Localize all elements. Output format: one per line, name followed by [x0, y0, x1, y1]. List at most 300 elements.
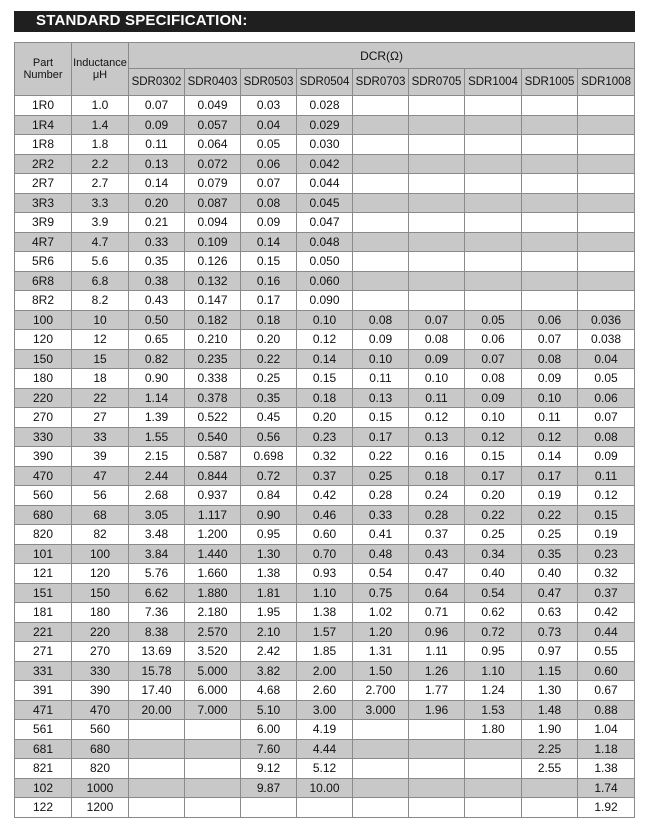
part-number-cell: 122: [15, 798, 72, 818]
table-row: [15, 115, 635, 135]
dcr-cell: 0.37: [578, 583, 635, 603]
dcr-cell: [465, 115, 522, 135]
dcr-cell: 0.16: [241, 271, 297, 291]
inductance-cell: 27: [72, 408, 129, 428]
dcr-cell: 0.15: [297, 369, 353, 389]
dcr-cell: 2.700: [353, 681, 409, 701]
part-number-cell: 330: [15, 427, 72, 447]
inductance-cell: 39: [72, 447, 129, 467]
dcr-cell: 13.69: [129, 642, 185, 662]
table-row: [15, 427, 635, 447]
table-row: [15, 739, 635, 759]
dcr-cell: 0.13: [409, 427, 465, 447]
inductance-cell: 56: [72, 486, 129, 506]
dcr-cell: 0.844: [185, 466, 241, 486]
inductance-cell: 1.8: [72, 135, 129, 155]
dcr-cell: 4.68: [241, 681, 297, 701]
part-number-cell: 271: [15, 642, 72, 662]
table-row: [15, 213, 635, 233]
dcr-cell: 0.32: [578, 564, 635, 584]
dcr-cell: 0.37: [409, 525, 465, 545]
dcr-cell: 0.060: [297, 271, 353, 291]
dcr-cell: 3.05: [129, 505, 185, 525]
column-header: SDR0703: [353, 69, 409, 96]
inductance-cell: 4.7: [72, 232, 129, 252]
inductance-cell: 33: [72, 427, 129, 447]
dcr-cell: [353, 193, 409, 213]
dcr-cell: 0.09: [241, 213, 297, 233]
dcr-cell: 2.42: [241, 642, 297, 662]
dcr-cell: [353, 135, 409, 155]
dcr-cell: 0.25: [353, 466, 409, 486]
dcr-cell: 0.41: [353, 525, 409, 545]
part-number-cell: 102: [15, 778, 72, 798]
dcr-cell: 0.32: [297, 447, 353, 467]
part-number-cell: 681: [15, 739, 72, 759]
table-row: [15, 603, 635, 623]
dcr-cell: [578, 174, 635, 194]
dcr-cell: 7.36: [129, 603, 185, 623]
inductance-cell: 820: [72, 759, 129, 779]
table-row: [15, 720, 635, 740]
dcr-cell: [409, 759, 465, 779]
dcr-cell: [409, 271, 465, 291]
dcr-cell: 0.08: [465, 369, 522, 389]
dcr-cell: 0.38: [129, 271, 185, 291]
inductance-cell: 1.0: [72, 96, 129, 116]
dcr-cell: 0.15: [241, 252, 297, 272]
dcr-cell: [465, 135, 522, 155]
dcr-cell: 0.09: [129, 115, 185, 135]
dcr-cell: 0.19: [578, 525, 635, 545]
dcr-cell: 0.029: [297, 115, 353, 135]
dcr-cell: [353, 96, 409, 116]
dcr-cell: [409, 213, 465, 233]
dcr-cell: 0.40: [522, 564, 578, 584]
dcr-cell: 8.38: [129, 622, 185, 642]
dcr-cell: 0.24: [409, 486, 465, 506]
dcr-cell: 1.26: [409, 661, 465, 681]
table-row: [15, 700, 635, 720]
dcr-cell: 0.42: [297, 486, 353, 506]
table-row: [15, 330, 635, 350]
dcr-cell: 0.05: [465, 310, 522, 330]
inductance-cell: 270: [72, 642, 129, 662]
dcr-cell: 0.12: [297, 330, 353, 350]
dcr-cell: [522, 232, 578, 252]
table-row: [15, 661, 635, 681]
part-number-cell: 1R4: [15, 115, 72, 135]
part-number-cell: 680: [15, 505, 72, 525]
dcr-cell: 1.74: [578, 778, 635, 798]
dcr-cell: 1.95: [241, 603, 297, 623]
dcr-cell: 3.84: [129, 544, 185, 564]
dcr-cell: 0.88: [578, 700, 635, 720]
dcr-cell: 0.50: [129, 310, 185, 330]
inductance-cell: 100: [72, 544, 129, 564]
column-header: SDR0504: [297, 69, 353, 96]
dcr-cell: 0.937: [185, 486, 241, 506]
dcr-cell: 0.08: [353, 310, 409, 330]
dcr-cell: 0.28: [353, 486, 409, 506]
dcr-cell: [129, 798, 185, 818]
part-number-cell: 820: [15, 525, 72, 545]
dcr-cell: [522, 135, 578, 155]
column-header: SDR0503: [241, 69, 297, 96]
dcr-cell: 0.12: [465, 427, 522, 447]
dcr-cell: 0.12: [409, 408, 465, 428]
table-body: [15, 96, 635, 818]
table-row: [15, 525, 635, 545]
table-row: [15, 252, 635, 272]
dcr-cell: 0.47: [409, 564, 465, 584]
part-number-cell: 471: [15, 700, 72, 720]
dcr-cell: 3.82: [241, 661, 297, 681]
table-row: [15, 778, 635, 798]
dcr-cell: 0.33: [129, 232, 185, 252]
dcr-cell: 0.072: [185, 154, 241, 174]
dcr-cell: [353, 759, 409, 779]
column-header: SDR1008: [578, 69, 635, 96]
dcr-cell: 6.00: [241, 720, 297, 740]
dcr-cell: 0.22: [353, 447, 409, 467]
dcr-cell: 0.07: [129, 96, 185, 116]
dcr-cell: 0.147: [185, 291, 241, 311]
dcr-cell: 0.82: [129, 349, 185, 369]
dcr-cell: 0.03: [241, 96, 297, 116]
dcr-cell: [353, 115, 409, 135]
part-number-cell: 3R3: [15, 193, 72, 213]
dcr-cell: 0.049: [185, 96, 241, 116]
dcr-cell: 0.22: [465, 505, 522, 525]
table-row: [15, 193, 635, 213]
dcr-cell: 1.92: [578, 798, 635, 818]
dcr-cell: 0.235: [185, 349, 241, 369]
dcr-cell: [185, 759, 241, 779]
table-row: [15, 583, 635, 603]
dcr-cell: [465, 291, 522, 311]
dcr-cell: 0.04: [241, 115, 297, 135]
dcr-cell: 0.07: [241, 174, 297, 194]
dcr-cell: [353, 720, 409, 740]
dcr-cell: [465, 154, 522, 174]
table-row: [15, 505, 635, 525]
dcr-cell: [578, 291, 635, 311]
dcr-cell: 0.09: [522, 369, 578, 389]
inductance-cell: 10: [72, 310, 129, 330]
part-number-cell: 561: [15, 720, 72, 740]
dcr-cell: [353, 291, 409, 311]
dcr-cell: 1.24: [465, 681, 522, 701]
table-row: [15, 96, 635, 116]
dcr-cell: 0.75: [353, 583, 409, 603]
dcr-cell: [578, 213, 635, 233]
dcr-cell: [353, 232, 409, 252]
dcr-cell: 0.11: [353, 369, 409, 389]
dcr-cell: 1.96: [409, 700, 465, 720]
inductance-cell: 1200: [72, 798, 129, 818]
dcr-cell: 0.34: [465, 544, 522, 564]
dcr-cell: 0.14: [297, 349, 353, 369]
part-number-cell: 120: [15, 330, 72, 350]
dcr-cell: 1.10: [297, 583, 353, 603]
part-number-cell: 151: [15, 583, 72, 603]
dcr-cell: 1.30: [241, 544, 297, 564]
dcr-cell: 5.12: [297, 759, 353, 779]
dcr-cell: 0.540: [185, 427, 241, 447]
part-number-cell: 2R2: [15, 154, 72, 174]
dcr-cell: 1.02: [353, 603, 409, 623]
dcr-cell: 2.25: [522, 739, 578, 759]
dcr-cell: 0.06: [522, 310, 578, 330]
dcr-cell: 0.60: [578, 661, 635, 681]
dcr-cell: [465, 778, 522, 798]
dcr-cell: 1.38: [578, 759, 635, 779]
dcr-cell: 0.04: [578, 349, 635, 369]
dcr-cell: 1.10: [465, 661, 522, 681]
dcr-cell: 0.17: [241, 291, 297, 311]
dcr-cell: 0.182: [185, 310, 241, 330]
dcr-cell: [578, 271, 635, 291]
part-number-cell: 180: [15, 369, 72, 389]
dcr-cell: [465, 232, 522, 252]
dcr-cell: 0.42: [578, 603, 635, 623]
dcr-cell: [578, 135, 635, 155]
inductance-cell: 1000: [72, 778, 129, 798]
dcr-cell: 0.19: [522, 486, 578, 506]
inductance-cell: 470: [72, 700, 129, 720]
part-number-cell: 391: [15, 681, 72, 701]
dcr-cell: 7.000: [185, 700, 241, 720]
dcr-cell: 1.39: [129, 408, 185, 428]
dcr-cell: 0.10: [353, 349, 409, 369]
dcr-cell: [465, 193, 522, 213]
inductance-cell: 1.4: [72, 115, 129, 135]
part-number-cell: 1R8: [15, 135, 72, 155]
dcr-cell: 0.22: [241, 349, 297, 369]
dcr-cell: 2.15: [129, 447, 185, 467]
dcr-cell: 0.25: [241, 369, 297, 389]
inductance-cell: 220: [72, 622, 129, 642]
inductance-cell: 330: [72, 661, 129, 681]
dcr-cell: [465, 213, 522, 233]
part-number-cell: 121: [15, 564, 72, 584]
dcr-cell: [465, 252, 522, 272]
dcr-cell: 0.13: [353, 388, 409, 408]
dcr-cell: [522, 252, 578, 272]
dcr-cell: 0.20: [241, 330, 297, 350]
table-row: [15, 369, 635, 389]
dcr-cell: 0.18: [297, 388, 353, 408]
inductance-cell: 15: [72, 349, 129, 369]
dcr-cell: 0.08: [522, 349, 578, 369]
dcr-cell: 0.72: [241, 466, 297, 486]
dcr-cell: [465, 174, 522, 194]
dcr-cell: 3.48: [129, 525, 185, 545]
dcr-cell: 0.06: [578, 388, 635, 408]
dcr-cell: 0.55: [578, 642, 635, 662]
dcr-cell: 17.40: [129, 681, 185, 701]
dcr-cell: 0.71: [409, 603, 465, 623]
dcr-cell: 0.20: [297, 408, 353, 428]
dcr-cell: [522, 154, 578, 174]
dcr-cell: 0.12: [578, 486, 635, 506]
table-row: [15, 642, 635, 662]
table-row: [15, 798, 635, 818]
dcr-cell: 0.08: [409, 330, 465, 350]
dcr-cell: 0.35: [522, 544, 578, 564]
inductance-cell: 120: [72, 564, 129, 584]
dcr-cell: 9.87: [241, 778, 297, 798]
table-row: [15, 408, 635, 428]
dcr-cell: 0.698: [241, 447, 297, 467]
dcr-cell: 1.38: [241, 564, 297, 584]
dcr-cell: [353, 778, 409, 798]
inductance-cell: 82: [72, 525, 129, 545]
dcr-cell: 0.057: [185, 115, 241, 135]
part-number-cell: 821: [15, 759, 72, 779]
inductance-cell: 8.2: [72, 291, 129, 311]
dcr-cell: 0.23: [578, 544, 635, 564]
dcr-cell: [353, 252, 409, 272]
dcr-cell: 0.028: [297, 96, 353, 116]
dcr-cell: 1.48: [522, 700, 578, 720]
inductance-cell: 560: [72, 720, 129, 740]
dcr-cell: 0.08: [578, 427, 635, 447]
dcr-cell: 0.14: [522, 447, 578, 467]
dcr-cell: [465, 739, 522, 759]
dcr-cell: 0.09: [353, 330, 409, 350]
dcr-cell: 0.67: [578, 681, 635, 701]
dcr-cell: 1.50: [353, 661, 409, 681]
part-number-cell: 560: [15, 486, 72, 506]
dcr-cell: 0.20: [129, 193, 185, 213]
dcr-cell: 0.33: [353, 505, 409, 525]
dcr-cell: 0.11: [129, 135, 185, 155]
part-number-cell: 4R7: [15, 232, 72, 252]
dcr-cell: 0.35: [241, 388, 297, 408]
dcr-cell: 5.10: [241, 700, 297, 720]
dcr-cell: [465, 271, 522, 291]
dcr-cell: 0.56: [241, 427, 297, 447]
dcr-cell: [129, 739, 185, 759]
dcr-cell: 1.31: [353, 642, 409, 662]
dcr-cell: [522, 271, 578, 291]
dcr-cell: 3.000: [353, 700, 409, 720]
dcr-cell: 1.14: [129, 388, 185, 408]
dcr-cell: 0.11: [578, 466, 635, 486]
dcr-cell: 0.036: [578, 310, 635, 330]
dcr-cell: 0.210: [185, 330, 241, 350]
dcr-cell: 0.65: [129, 330, 185, 350]
dcr-cell: [353, 798, 409, 818]
dcr-cell: 0.126: [185, 252, 241, 272]
part-number-cell: 220: [15, 388, 72, 408]
dcr-cell: [522, 96, 578, 116]
dcr-cell: 0.45: [241, 408, 297, 428]
section-header-bar: [14, 11, 635, 32]
dcr-cell: 0.14: [129, 174, 185, 194]
dcr-cell: [353, 739, 409, 759]
dcr-cell: 0.132: [185, 271, 241, 291]
dcr-cell: 0.07: [578, 408, 635, 428]
dcr-cell: [129, 778, 185, 798]
column-header: SDR1005: [522, 69, 578, 96]
dcr-cell: [578, 252, 635, 272]
dcr-cell: 0.17: [522, 466, 578, 486]
dcr-cell: 0.06: [241, 154, 297, 174]
dcr-cell: 0.17: [353, 427, 409, 447]
dcr-cell: 0.84: [241, 486, 297, 506]
dcr-cell: [241, 798, 297, 818]
dcr-cell: 1.90: [522, 720, 578, 740]
dcr-cell: 1.880: [185, 583, 241, 603]
dcr-cell: 0.042: [297, 154, 353, 174]
dcr-cell: 2.00: [297, 661, 353, 681]
dcr-header: DCR(Ω): [129, 43, 635, 69]
table-row: [15, 349, 635, 369]
dcr-cell: 0.10: [297, 310, 353, 330]
dcr-cell: 0.73: [522, 622, 578, 642]
dcr-cell: 0.08: [241, 193, 297, 213]
dcr-cell: 1.77: [409, 681, 465, 701]
dcr-cell: [578, 96, 635, 116]
part-number-cell: 270: [15, 408, 72, 428]
dcr-cell: 2.10: [241, 622, 297, 642]
dcr-cell: 2.55: [522, 759, 578, 779]
dcr-cell: 0.07: [522, 330, 578, 350]
dcr-cell: [578, 115, 635, 135]
dcr-cell: [409, 778, 465, 798]
dcr-cell: 0.43: [129, 291, 185, 311]
dcr-cell: 1.11: [409, 642, 465, 662]
dcr-cell: 0.09: [409, 349, 465, 369]
dcr-cell: 3.520: [185, 642, 241, 662]
inductance-cell: 3.3: [72, 193, 129, 213]
inductance-cell: 150: [72, 583, 129, 603]
dcr-cell: 0.05: [578, 369, 635, 389]
inductance-cell: 680: [72, 739, 129, 759]
dcr-cell: 0.13: [129, 154, 185, 174]
dcr-cell: 0.54: [465, 583, 522, 603]
dcr-cell: 0.109: [185, 232, 241, 252]
dcr-cell: 2.60: [297, 681, 353, 701]
part-number-cell: 470: [15, 466, 72, 486]
dcr-cell: 0.087: [185, 193, 241, 213]
dcr-cell: [522, 213, 578, 233]
part-number-cell: 331: [15, 661, 72, 681]
part-number-cell: 221: [15, 622, 72, 642]
dcr-cell: 0.10: [465, 408, 522, 428]
dcr-cell: 1.660: [185, 564, 241, 584]
table-row: [15, 622, 635, 642]
dcr-cell: 0.06: [465, 330, 522, 350]
dcr-cell: 0.10: [409, 369, 465, 389]
dcr-cell: 0.07: [409, 310, 465, 330]
dcr-cell: 0.18: [241, 310, 297, 330]
dcr-cell: 0.09: [578, 447, 635, 467]
part-number-cell: 3R9: [15, 213, 72, 233]
dcr-cell: 1.81: [241, 583, 297, 603]
dcr-cell: [129, 720, 185, 740]
inductance-cell: 6.8: [72, 271, 129, 291]
table-row: [15, 759, 635, 779]
dcr-cell: 0.62: [465, 603, 522, 623]
dcr-cell: 9.12: [241, 759, 297, 779]
dcr-cell: 0.28: [409, 505, 465, 525]
dcr-cell: 0.64: [409, 583, 465, 603]
dcr-cell: [353, 154, 409, 174]
